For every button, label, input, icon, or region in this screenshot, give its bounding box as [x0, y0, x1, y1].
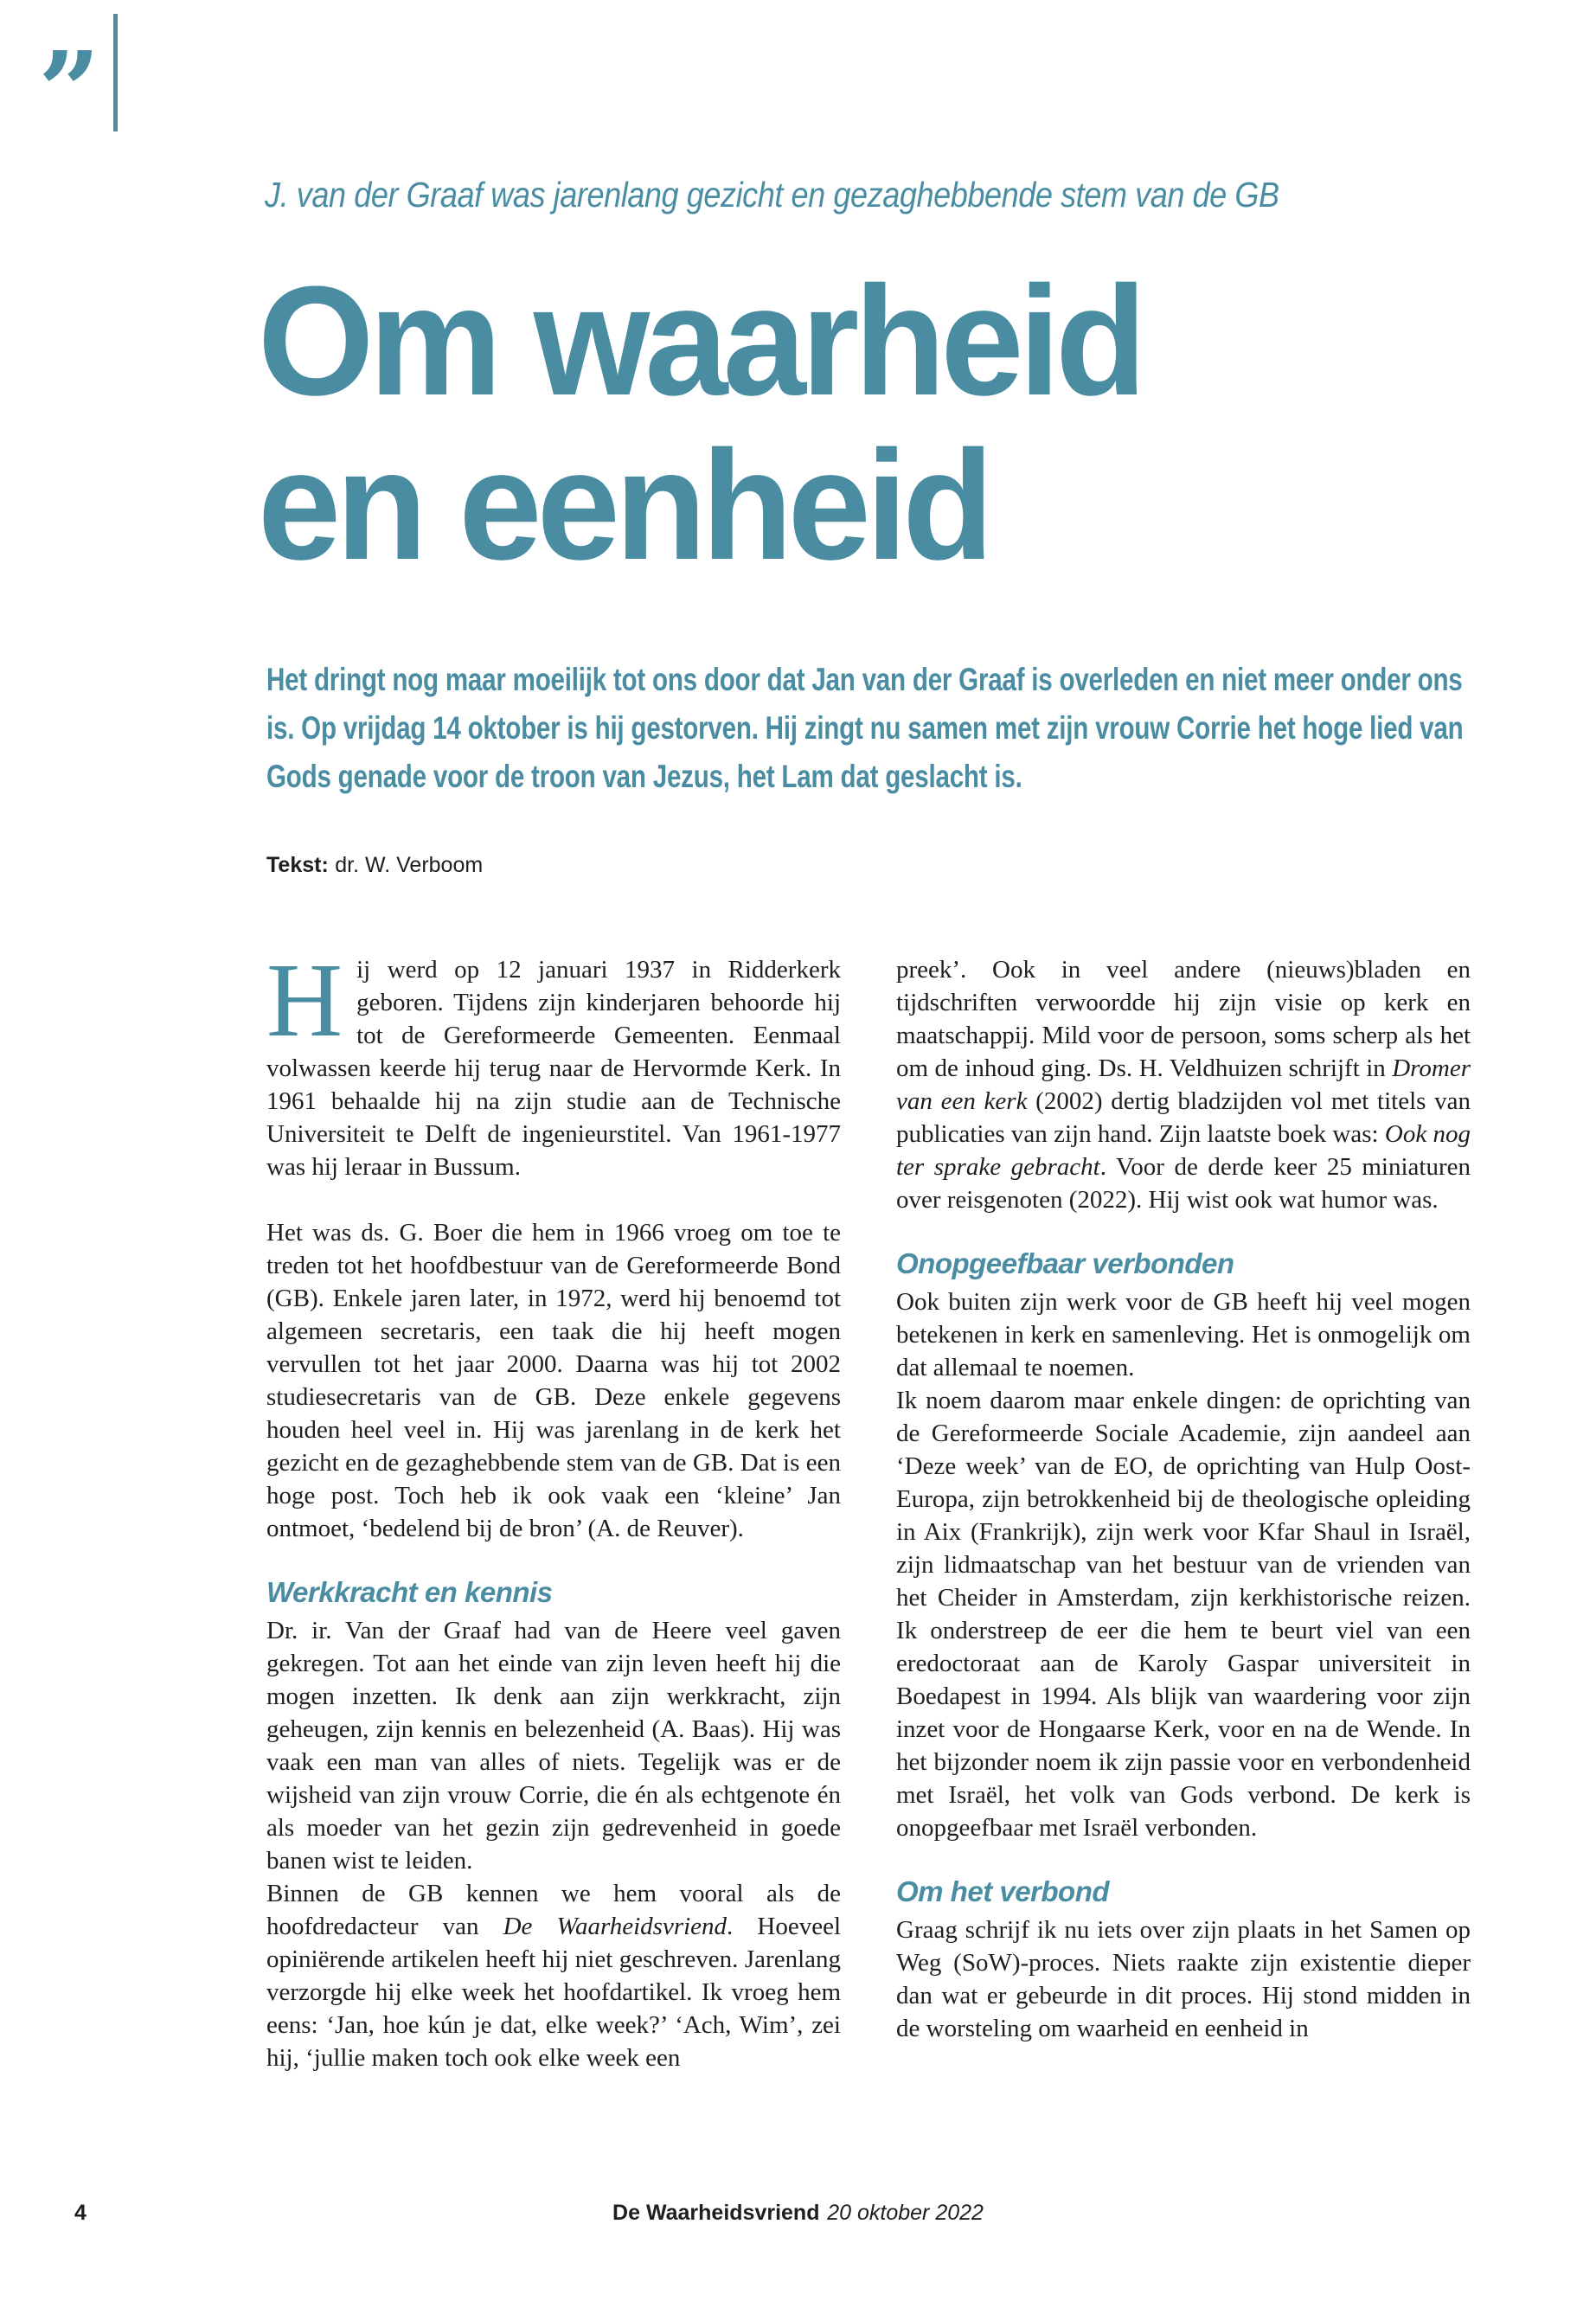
byline — [266, 853, 483, 878]
italic-run: Dromer van een kerk — [896, 1054, 1471, 1115]
text-run: Graag schrijf ik nu iets over zijn plaats in het Samen op Weg (SoW)-proces. Niets raakte zijn existentie dieper dan wat er gebeurde in dit proces. Hij stond midden in de worsteling om waarheid en eenheid in — [896, 1916, 1471, 2042]
section-heading: Onopgeefbaar verbonden — [896, 1247, 1234, 1279]
article-body — [266, 942, 1471, 2074]
text-run: preek’. Ook in veel andere (nieuws)bladen en tijdschriften verwoordde hij zijn visie op kerk en maatschappij. Mild voor de persoon, soms scherp als het om de inhoud ging. Ds. H. Veldhuizen schrijft in — [896, 956, 1471, 1082]
italic-run: De Waarheidsvriend — [503, 1913, 727, 1940]
body-paragraph — [266, 1877, 841, 2074]
text-run: . Hoeveel opiniërende artikelen heeft hij niet geschreven. Jarenlang verzorgde hij elke week het hoofdartikel. Ik vroeg hem eens: ‘Jan, hoe kún je dat, elke week?’ ‘Ach, Wim’, zei hij, ‘jullie maken toch ook elke week een — [266, 1913, 842, 2072]
body-paragraph — [266, 942, 841, 1183]
byline-label: Tekst: — [266, 853, 329, 877]
text-run: (2002) dertig bladzijden vol met titels van publicaties van zijn hand. Zijn laatste boek was: — [896, 1087, 1471, 1148]
body-paragraph — [896, 1285, 1471, 1384]
page-number: 4 — [74, 2201, 87, 2225]
body-paragraph — [896, 1384, 1471, 1844]
headline-line2: en eenheid — [258, 419, 990, 593]
byline-name: dr. W. Verboom — [335, 853, 484, 877]
footer-magazine-title: De Waarheidsvriend — [612, 2201, 820, 2225]
text-run: Dr. ir. Van der Graaf had van de Heere veel gaven gekregen. Tot aan het einde van zijn leven heeft hij die mogen inzetten. Ik denk aan zijn werkkracht, zijn geheugen, zijn kennis en belezenheid (A. Baas). Hij was vaak een man van alles of niets. Tegelijk was er de wijsheid van zijn vrouw Corrie, die én als echtgenote én als moeder van het gezin zijn gedrevenheid in goede banen wist te leiden. — [266, 1617, 841, 1875]
article-column-right — [896, 953, 1471, 2074]
body-paragraph — [896, 1913, 1471, 2045]
body-paragraph — [266, 1614, 841, 1877]
text-run: Binnen de GB kennen we hem vooral als de hoofdredacteur van — [266, 1880, 841, 1940]
text-run: . Voor de derde keer 25 miniaturen over reisgenoten (2022). Hij wist ook wat humor was. — [896, 1153, 1471, 1214]
kicker: J. van der Graaf was jarenlang gezicht en gezaghebbende stem van de GB — [265, 175, 1279, 215]
dropcap: H — [266, 942, 343, 1059]
lede-paragraph: Het dringt nog maar moeilijk tot ons door dat Jan van der Graaf is overleden en niet meer onder ons is. Op vrijdag 14 oktober is hij gestorven. Hij zingt nu samen met zijn vrouw Corrie het hoge lied van Gods genade voor de troon van Jezus, het Lam dat geslacht is. — [266, 662, 1464, 794]
text-run: Ook buiten zijn werk voor de GB heeft hij veel mogen betekenen in kerk en samenleving. Het is onmogelijk om dat allemaal te noemen. — [896, 1288, 1471, 1381]
section-heading: Om het verbond — [896, 1875, 1110, 1907]
vertical-rule — [113, 14, 118, 131]
section-heading: Werkkracht en kennis — [266, 1576, 553, 1608]
text-run: ij werd op 12 januari 1937 in Ridderkerk geboren. Tijdens zijn kinderjaren behoorde hij tot de Gereformeerde Gemeenten. Eenmaal volwassen keerde hij terug naar de Hervormde Kerk. In 1961 behaalde hij na zijn studie aan de Technische Universiteit te Delft de ingenieurstitel. Van 1961-1977 was hij leraar in Bussum. — [266, 956, 841, 1181]
body-paragraph — [266, 1216, 841, 1545]
text-run: Ik noem daarom maar enkele dingen: de oprichting van de Gereformeerde Sociale Academie, zijn aandeel aan ‘Deze week’ van de EO, de oprichting van Hulp Oost-Europa, zijn betrokkenheid bij de theologische opleiding in Aix (Frankrijk), zijn werk voor Kfar Shaul in Israël, zijn lidmaatschap van het bestuur van de vrienden van het Cheider in Amsterdam, zijn kerkhistorische reizen. Ik onderstreep de eer die hem te beurt viel van een eredoctoraat aan de Karoly Gaspar universiteit in Boedapest in 1994. Als blijk van waardering voor zijn inzet voor de Hongaarse Kerk, voor en na de Wende. In het bijzonder noem ik zijn passie voor en verbondenheid met Israël, het volk van Gods verbond. De kerk is onopgeefbaar met Israël verbonden. — [896, 1387, 1471, 1842]
headline-line1: Om waarheid — [258, 254, 1142, 428]
pull-quote-mark-icon: ” — [38, 29, 100, 155]
footer — [0, 2201, 1596, 2226]
body-paragraph — [896, 953, 1471, 1216]
footer-date: 20 oktober 2022 — [827, 2201, 984, 2225]
headline — [258, 254, 1178, 593]
article-column-left — [266, 942, 842, 2074]
text-run: Het was ds. G. Boer die hem in 1966 vroeg om toe te treden tot het hoofdbestuur van de Gereformeerde Bond (GB). Enkele jaren later, in 1972, werd hij benoemd tot algemeen secretaris, een taak die hij heeft mogen vervullen tot het jaar 2000. Daarna was hij tot 2002 studiesecretaris van de GB. Deze enkele gegevens houden heel veel in. Hij was jarenlang in de kerk het gezicht en de gezaghebbende stem van de GB. Dat is een hoge post. Toch heb ik ook vaak een ‘kleine’ Jan ontmoet, ‘bedelend bij de bron’ (A. de Reuver). — [266, 1219, 841, 1542]
italic-run: Ook nog ter sprake gebracht — [896, 1120, 1471, 1181]
